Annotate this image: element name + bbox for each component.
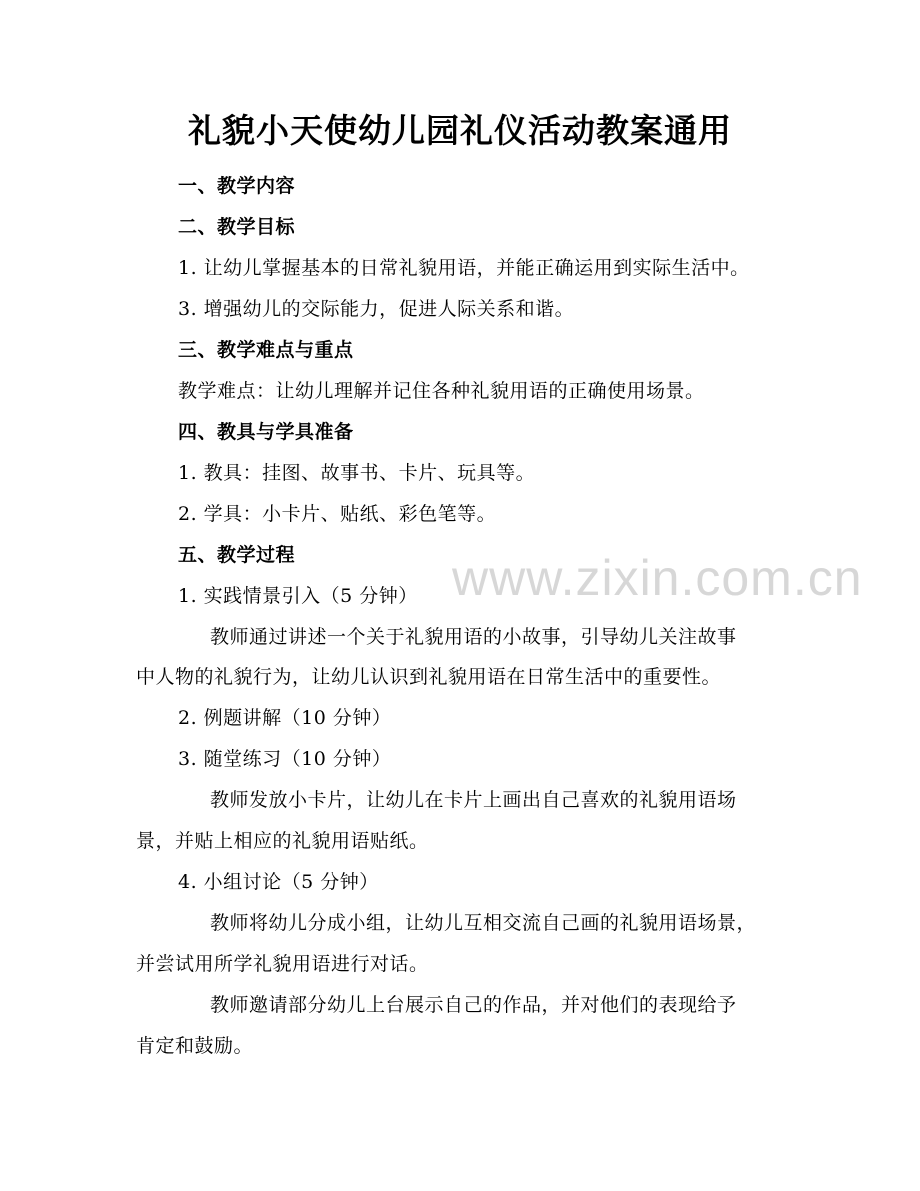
paragraph-line: 并尝试用所学礼貌用语进行对话。 [136,953,429,975]
section-heading-materials: 四、教具与学具准备 [178,421,354,443]
paragraph-line: 教师发放小卡片，让幼儿在卡片上画出自己喜欢的礼貌用语场 [210,789,737,811]
paragraph-line: 教师邀请部分幼儿上台展示自己的作品，并对他们的表现给予 [210,994,737,1016]
paragraph-line: 肯定和鼓励。 [136,1035,254,1057]
paragraph-line: 教师将幼儿分成小组，让幼儿互相交流自己画的礼貌用语场景， [210,912,757,934]
watermark: www.zixin.com.cn [452,550,863,606]
materials-item-2: 2. 学具：小卡片、贴纸、彩色笔等。 [178,503,497,525]
paragraph-line: 教师通过讲述一个关于礼貌用语的小故事，引导幼儿关注故事 [210,626,737,648]
objective-item-1: 1. 让幼儿掌握基本的日常礼貌用语，并能正确运用到实际生活中。 [178,257,750,279]
process-step-4: 4. 小组讨论（5 分钟） [178,871,379,893]
section-heading-objectives: 二、教学目标 [178,216,296,238]
process-step-3: 3. 随堂练习（10 分钟） [178,748,392,770]
paragraph-line: 中人物的礼貌行为，让幼儿认识到礼貌用语在日常生活中的重要性。 [136,666,722,688]
materials-item-1: 1. 教具：挂图、故事书、卡片、玩具等。 [178,462,536,484]
difficulty-text: 教学难点：让幼儿理解并记住各种礼貌用语的正确使用场景。 [178,380,705,402]
document-title: 礼貌小天使幼儿园礼仪活动教案通用 [188,111,732,150]
process-step-1: 1. 实践情景引入（5 分钟） [178,585,418,607]
objective-item-3: 3. 增强幼儿的交际能力，促进人际关系和谐。 [178,298,575,320]
section-heading-difficulties: 三、教学难点与重点 [178,339,354,361]
process-step-2: 2. 例题讲解（10 分钟） [178,707,392,729]
paragraph-line: 景，并贴上相应的礼貌用语贴纸。 [136,830,429,852]
section-heading-content: 一、教学内容 [178,175,296,197]
section-heading-process: 五、教学过程 [178,544,296,566]
